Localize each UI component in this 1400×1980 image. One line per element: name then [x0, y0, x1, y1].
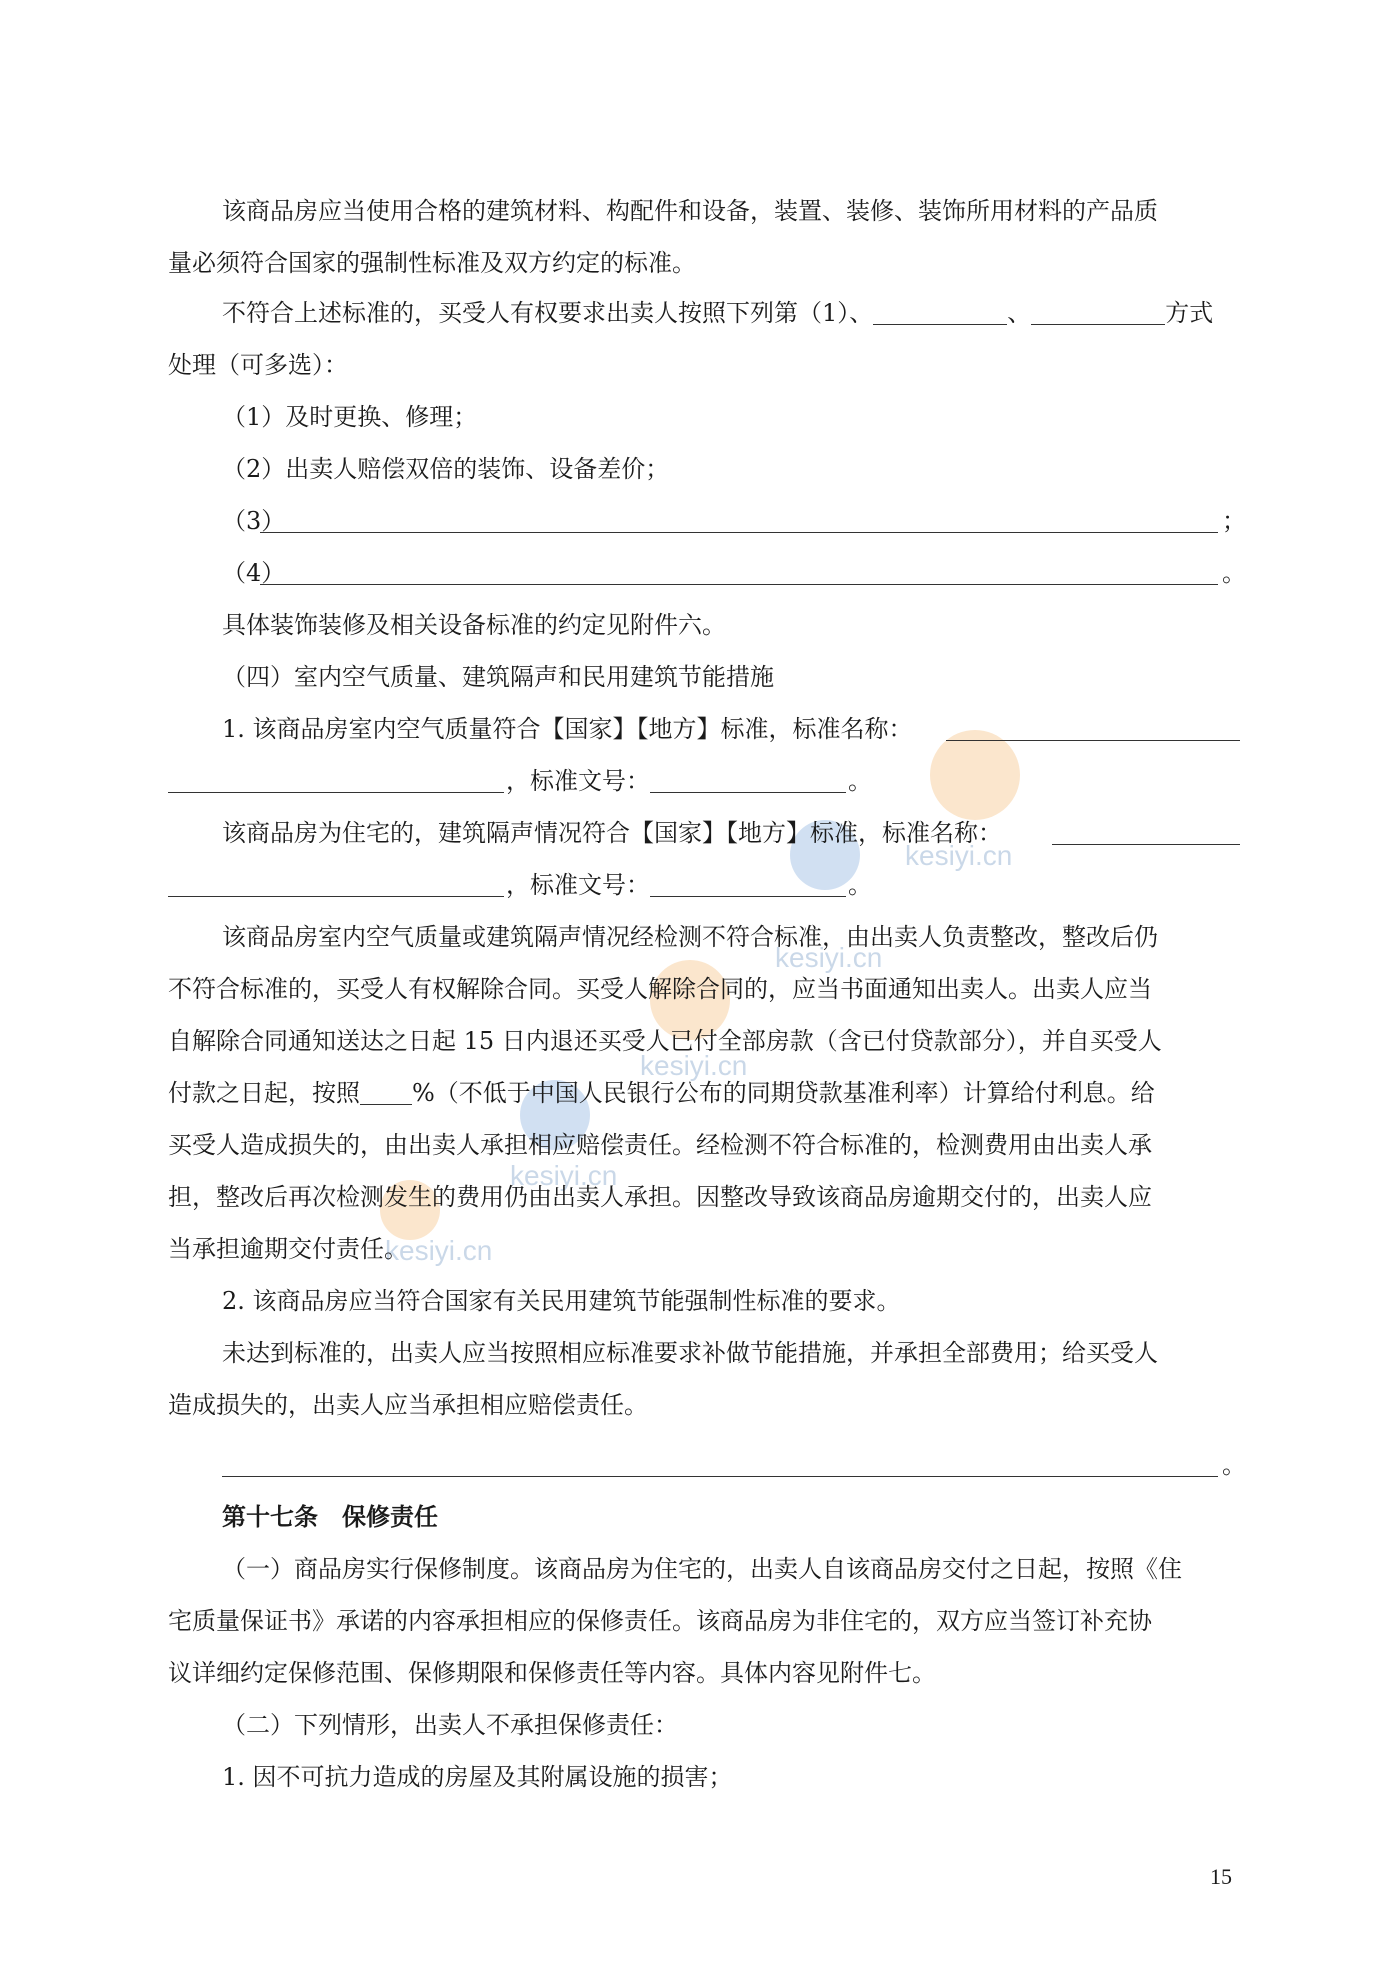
paragraph-line: 担，整改后再次检测发生的费用仍由出卖人承担。因整改导致该商品房逾期交付的，出卖人应: [168, 1183, 1152, 1211]
standard-number-label: ，标准文号：: [506, 871, 650, 899]
watermark-text: kesiyi.cn: [905, 840, 1013, 871]
paragraph-line: 不符合标准的，买受人有权解除合同。买受人解除合同的，应当书面通知出卖人。出卖人应当: [168, 975, 1152, 1003]
paragraph-line: 量必须符合国家的强制性标准及双方约定的标准。: [168, 249, 696, 277]
section-heading: （四）室内空气质量、建筑隔声和民用建筑节能措施: [222, 663, 774, 691]
paragraph-text: 不符合上述标准的，买受人有权要求出卖人按照下列第（1）、: [222, 299, 874, 327]
paragraph-line: 该商品房应当使用合格的建筑材料、构配件和设备，装置、装修、装饰所用材料的产品质: [222, 197, 1158, 225]
sentence-end: 。: [848, 871, 872, 899]
supplementary-blank[interactable]: [222, 1476, 1218, 1477]
watermark-text: kesiyi.cn: [385, 1235, 493, 1266]
watermark-text: kesiyi.cn: [510, 1160, 618, 1191]
section-heading: （二）下列情形，出卖人不承担保修责任：: [222, 1711, 678, 1739]
air-standard-name-blank-cont[interactable]: [168, 792, 504, 793]
air-standard-number-blank[interactable]: [650, 792, 846, 793]
article-17-heading: 第十七条 保修责任: [222, 1502, 438, 1531]
interest-rate-blank[interactable]: [360, 1082, 412, 1105]
air-quality-standard-line: 1. 该商品房室内空气质量符合【国家】【地方】标准，标准名称：: [222, 715, 913, 743]
paragraph-line: 自解除合同通知送达之日起 15 日内退还买受人已付全部房款（含已付贷款部分），并自买受人: [168, 1027, 1162, 1055]
option-4-blank[interactable]: [260, 584, 1218, 585]
sentence-end: 。: [1222, 1451, 1246, 1479]
option-item-3-end: ；: [1222, 507, 1246, 535]
sentence-end: 。: [848, 767, 872, 795]
sound-insulation-standard-line: 该商品房为住宅的，建筑隔声情况符合【国家】【地方】标准，标准名称：: [222, 819, 1002, 847]
paragraph-line: 买受人造成损失的，由出卖人承担相应赔偿责任。经检测不符合标准的，检测费用由出卖人承: [168, 1131, 1152, 1159]
separator-text: 、: [1007, 299, 1032, 327]
paragraph-line: 宅质量保证书》承诺的内容承担相应的保修责任。该商品房为非住宅的，双方应当签订补充协: [168, 1607, 1152, 1635]
paragraph-line: 当承担逾期交付责任。: [168, 1235, 408, 1263]
paragraph-line: 未达到标准的，出卖人应当按照相应标准要求补做节能措施，并承担全部费用；给买受人: [222, 1339, 1158, 1367]
paragraph-line: 处理（可多选）：: [168, 351, 348, 379]
paragraph-line: （一）商品房实行保修制度。该商品房为住宅的，出卖人自该商品房交付之日起，按照《住: [222, 1555, 1182, 1583]
paragraph-line: 2. 该商品房应当符合国家有关民用建筑节能强制性标准的要求。: [222, 1287, 901, 1315]
paragraph-line: 具体装饰装修及相关设备标准的约定见附件六。: [222, 611, 726, 639]
paragraph-line: 该商品房室内空气质量或建筑隔声情况经检测不符合标准，由出卖人负责整改，整改后仍: [222, 923, 1158, 951]
sound-standard-name-blank[interactable]: [1052, 844, 1240, 845]
option-item: （1）及时更换、修理；: [222, 403, 478, 431]
air-standard-name-blank[interactable]: [946, 740, 1240, 741]
option-item: （2）出卖人赔偿双倍的装饰、设备差价；: [222, 455, 670, 483]
option-blank-2[interactable]: [1031, 302, 1165, 325]
sound-standard-number-blank[interactable]: [650, 896, 846, 897]
option-3-blank[interactable]: [260, 532, 1218, 533]
paragraph-text: 方式: [1165, 299, 1214, 327]
sound-standard-name-blank-cont[interactable]: [168, 896, 504, 897]
option-blank-1[interactable]: [873, 302, 1007, 325]
handling-options-line: [222, 298, 1292, 328]
watermark-text: kesiyi.cn: [640, 1050, 748, 1081]
option-item-4-label: （4）: [222, 559, 286, 587]
paragraph-line: 1. 因不可抗力造成的房屋及其附属设施的损害；: [222, 1763, 733, 1791]
option-item-3-label: （3）: [222, 507, 286, 535]
interest-rate-line: [168, 1078, 1238, 1108]
paragraph-text: 付款之日起，按照: [168, 1079, 360, 1107]
standard-number-label: ，标准文号：: [506, 767, 650, 795]
option-item-4-end: 。: [1222, 559, 1246, 587]
paragraph-line: 议详细约定保修范围、保修期限和保修责任等内容。具体内容见附件七。: [168, 1659, 936, 1687]
watermark-text: kesiyi.cn: [775, 942, 883, 973]
paragraph-line: 造成损失的，出卖人应当承担相应赔偿责任。: [168, 1391, 648, 1419]
paragraph-text: %（不低于中国人民银行公布的同期贷款基准利率）计算给付利息。给: [412, 1079, 1155, 1107]
page-number: 15: [1210, 1864, 1232, 1889]
